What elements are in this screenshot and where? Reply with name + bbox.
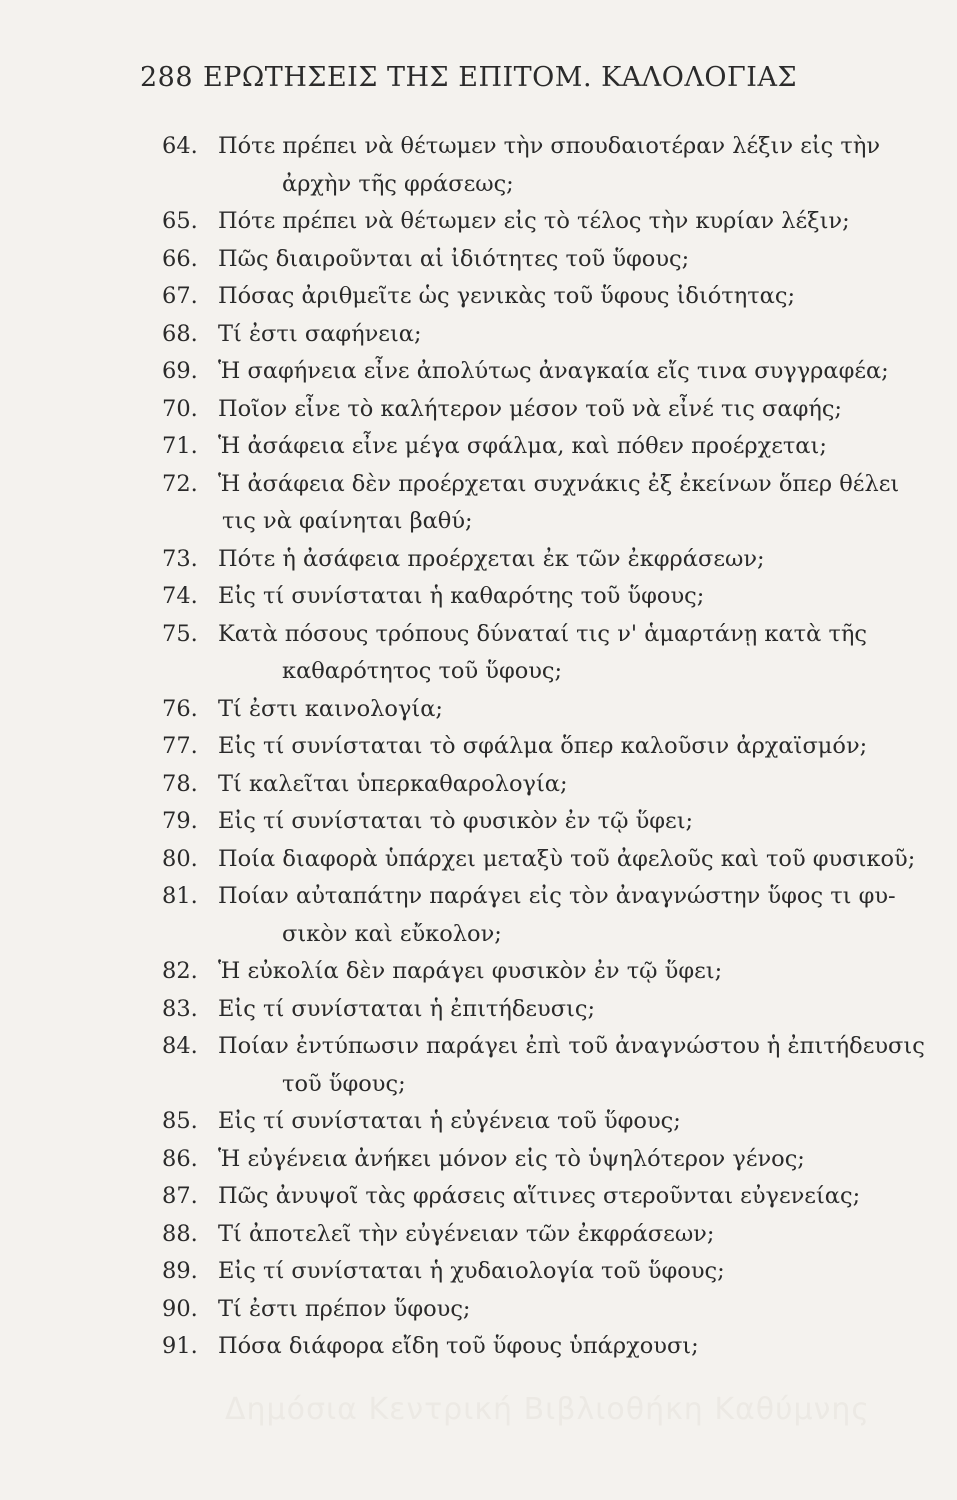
question-item	[162, 316, 942, 354]
question-item	[162, 278, 942, 316]
question-item	[162, 766, 942, 804]
question-number: 79.	[162, 808, 198, 834]
question-number: 68.	[162, 320, 198, 347]
question-text: Τί ἐστι πρέπον ὕφους;	[218, 1295, 471, 1322]
question-text: Τί καλεῖται ὑπερκαθαρολογία;	[218, 770, 568, 797]
question-item	[162, 1141, 942, 1179]
question-number: 76.	[162, 695, 198, 722]
question-text: Ποῖον εἶνε τὸ καλήτερον μέσον τοῦ νὰ εἶνέ τις σαφής;	[218, 395, 843, 422]
question-item	[162, 241, 942, 279]
question-number: 80.	[162, 845, 198, 872]
question-number: 70.	[162, 395, 198, 422]
question-text: Πῶς ἀνυψοῖ τὰς φράσεις αἵτινες στεροῦνται εὐγενείας;	[218, 1183, 861, 1209]
question-text: Εἰς τί συνίσταται τὸ φυσικὸν ἐν τῷ ὕφει;	[218, 808, 694, 834]
running-title: ΕΡΩΤΗΣΕΙΣ ΤΗΣ ΕΠΙΤΟΜ. ΚΑΛΟΛΟΓΙΑΣ	[203, 62, 798, 93]
question-item	[162, 616, 942, 691]
question-item	[162, 541, 942, 579]
question-text: Τί ἐστι σαφήνεια;	[218, 320, 422, 347]
question-item	[162, 578, 942, 616]
question-item	[162, 1103, 942, 1141]
question-item	[162, 128, 942, 203]
question-item	[162, 466, 942, 541]
question-text: Πόσα διάφορα εἴδη τοῦ ὕφους ὑπάρχουσι;	[218, 1333, 699, 1359]
question-text: Εἰς τί συνίσταται τὸ σφάλμα ὅπερ καλοῦσιν ἀρχαϊσμόν;	[218, 733, 868, 759]
question-number: 89.	[162, 1258, 198, 1284]
question-item	[162, 353, 942, 391]
question-item	[162, 728, 942, 766]
question-text: Εἰς τί συνίσταται ἡ ἐπιτήδευσις;	[218, 995, 596, 1022]
running-header	[140, 62, 797, 93]
question-item	[162, 1216, 942, 1254]
question-item	[162, 953, 942, 991]
question-continuation: καθαρότητος τοῦ ὕφους;	[282, 658, 563, 684]
question-number: 85.	[162, 1108, 198, 1134]
question-continuation: τις νὰ φαίνηται βαθύ;	[222, 508, 473, 534]
question-item	[162, 1253, 942, 1291]
question-number: 77.	[162, 733, 198, 759]
question-item	[162, 1328, 942, 1366]
question-number: 81.	[162, 883, 198, 909]
question-text: Ποίαν αὐταπάτην παράγει εἰς τὸν ἀναγνώστην ὕφος τι φυ-	[218, 883, 896, 909]
question-number: 72.	[162, 470, 198, 497]
question-text: Ἡ εὐγένεια ἀνήκει μόνον εἰς τὸ ὑψηλότερον γένος;	[218, 1145, 805, 1172]
question-number: 73.	[162, 545, 198, 572]
question-text: Εἰς τί συνίσταται ἡ εὐγένεια τοῦ ὕφους;	[218, 1108, 681, 1134]
question-item	[162, 691, 942, 729]
question-text: Εἰς τί συνίσταται ἡ καθαρότης τοῦ ὕφους;	[218, 583, 705, 609]
question-continuation: ἀρχὴν τῆς φράσεως;	[282, 170, 514, 197]
question-number: 75.	[162, 620, 198, 647]
question-item	[162, 878, 942, 953]
question-text: Πῶς διαιροῦνται αἱ ἰδιότητες τοῦ ὕφους;	[218, 245, 690, 272]
question-item	[162, 203, 942, 241]
question-text: Ποίαν ἐντύπωσιν παράγει ἐπὶ τοῦ ἀναγνώστου ἡ ἐπιτήδευσις	[218, 1033, 925, 1059]
question-number: 90.	[162, 1295, 198, 1322]
question-text: Πότε πρέπει νὰ θέτωμεν τὴν σπουδαιοτέραν λέξιν εἰς τὴν	[218, 133, 881, 159]
question-number: 67.	[162, 283, 198, 309]
question-number: 88.	[162, 1220, 198, 1247]
question-number: 86.	[162, 1145, 198, 1172]
question-item	[162, 1178, 942, 1216]
question-text: Ποία διαφορὰ ὑπάρχει μεταξὺ τοῦ ἀφελοῦς καὶ τοῦ φυσικοῦ;	[218, 845, 916, 872]
question-item	[162, 991, 942, 1029]
question-number: 64.	[162, 133, 198, 159]
question-item	[162, 1291, 942, 1329]
question-number: 91.	[162, 1333, 198, 1359]
question-number: 71.	[162, 433, 198, 459]
question-item	[162, 391, 942, 429]
question-text: Πότε ἡ ἀσάφεια προέρχεται ἐκ τῶν ἐκφράσεων;	[218, 545, 765, 572]
question-text: Ἡ ἀσάφεια δὲν προέρχεται συχνάκις ἐξ ἐκείνων ὅπερ θέλει	[218, 470, 900, 497]
question-continuation: τοῦ ὕφους;	[282, 1070, 406, 1097]
question-text: Ἡ εὐκολία δὲν παράγει φυσικὸν ἐν τῷ ὕφει;	[218, 958, 723, 984]
question-item	[162, 841, 942, 879]
question-number: 66.	[162, 245, 198, 272]
question-number: 74.	[162, 583, 198, 609]
question-item	[162, 1028, 942, 1103]
question-text: Κατὰ πόσους τρόπους δύναταί τις ν' ἁμαρτάνῃ κατὰ τῆς	[218, 620, 867, 647]
question-number: 82.	[162, 958, 198, 984]
question-text: Τί ἐστι καινολογία;	[218, 695, 443, 722]
question-number: 83.	[162, 995, 198, 1022]
question-text: Τί ἀποτελεῖ τὴν εὐγένειαν τῶν ἐκφράσεων;	[218, 1220, 715, 1247]
question-text: Πότε πρέπει νὰ θέτωμεν εἰς τὸ τέλος τὴν κυρίαν λέξιν;	[218, 208, 850, 234]
question-number: 84.	[162, 1033, 198, 1059]
question-text: Πόσας ἀριθμεῖτε ὡς γενικὰς τοῦ ὕφους ἰδιότητας;	[218, 283, 796, 309]
question-number: 78.	[162, 770, 198, 797]
question-text: Ἡ ἀσάφεια εἶνε μέγα σφάλμα, καὶ πόθεν προέρχεται;	[218, 433, 827, 459]
question-number: 69.	[162, 358, 198, 384]
question-text: Εἰς τί συνίσταται ἡ χυδαιολογία τοῦ ὕφους;	[218, 1258, 725, 1284]
page-number: 288	[140, 62, 194, 93]
question-continuation: σικὸν καὶ εὔκολον;	[282, 920, 502, 947]
question-number: 87.	[162, 1183, 198, 1209]
question-list	[162, 128, 942, 1366]
question-text: Ἡ σαφήνεια εἶνε ἀπολύτως ἀναγκαία εἴς τινα συγγραφέα;	[218, 358, 889, 384]
library-watermark: Δημόσια Κεντρική Βιβλιοθήκη Καθύμνης	[225, 1392, 870, 1427]
question-item	[162, 803, 942, 841]
question-number: 65.	[162, 208, 198, 234]
question-item	[162, 428, 942, 466]
